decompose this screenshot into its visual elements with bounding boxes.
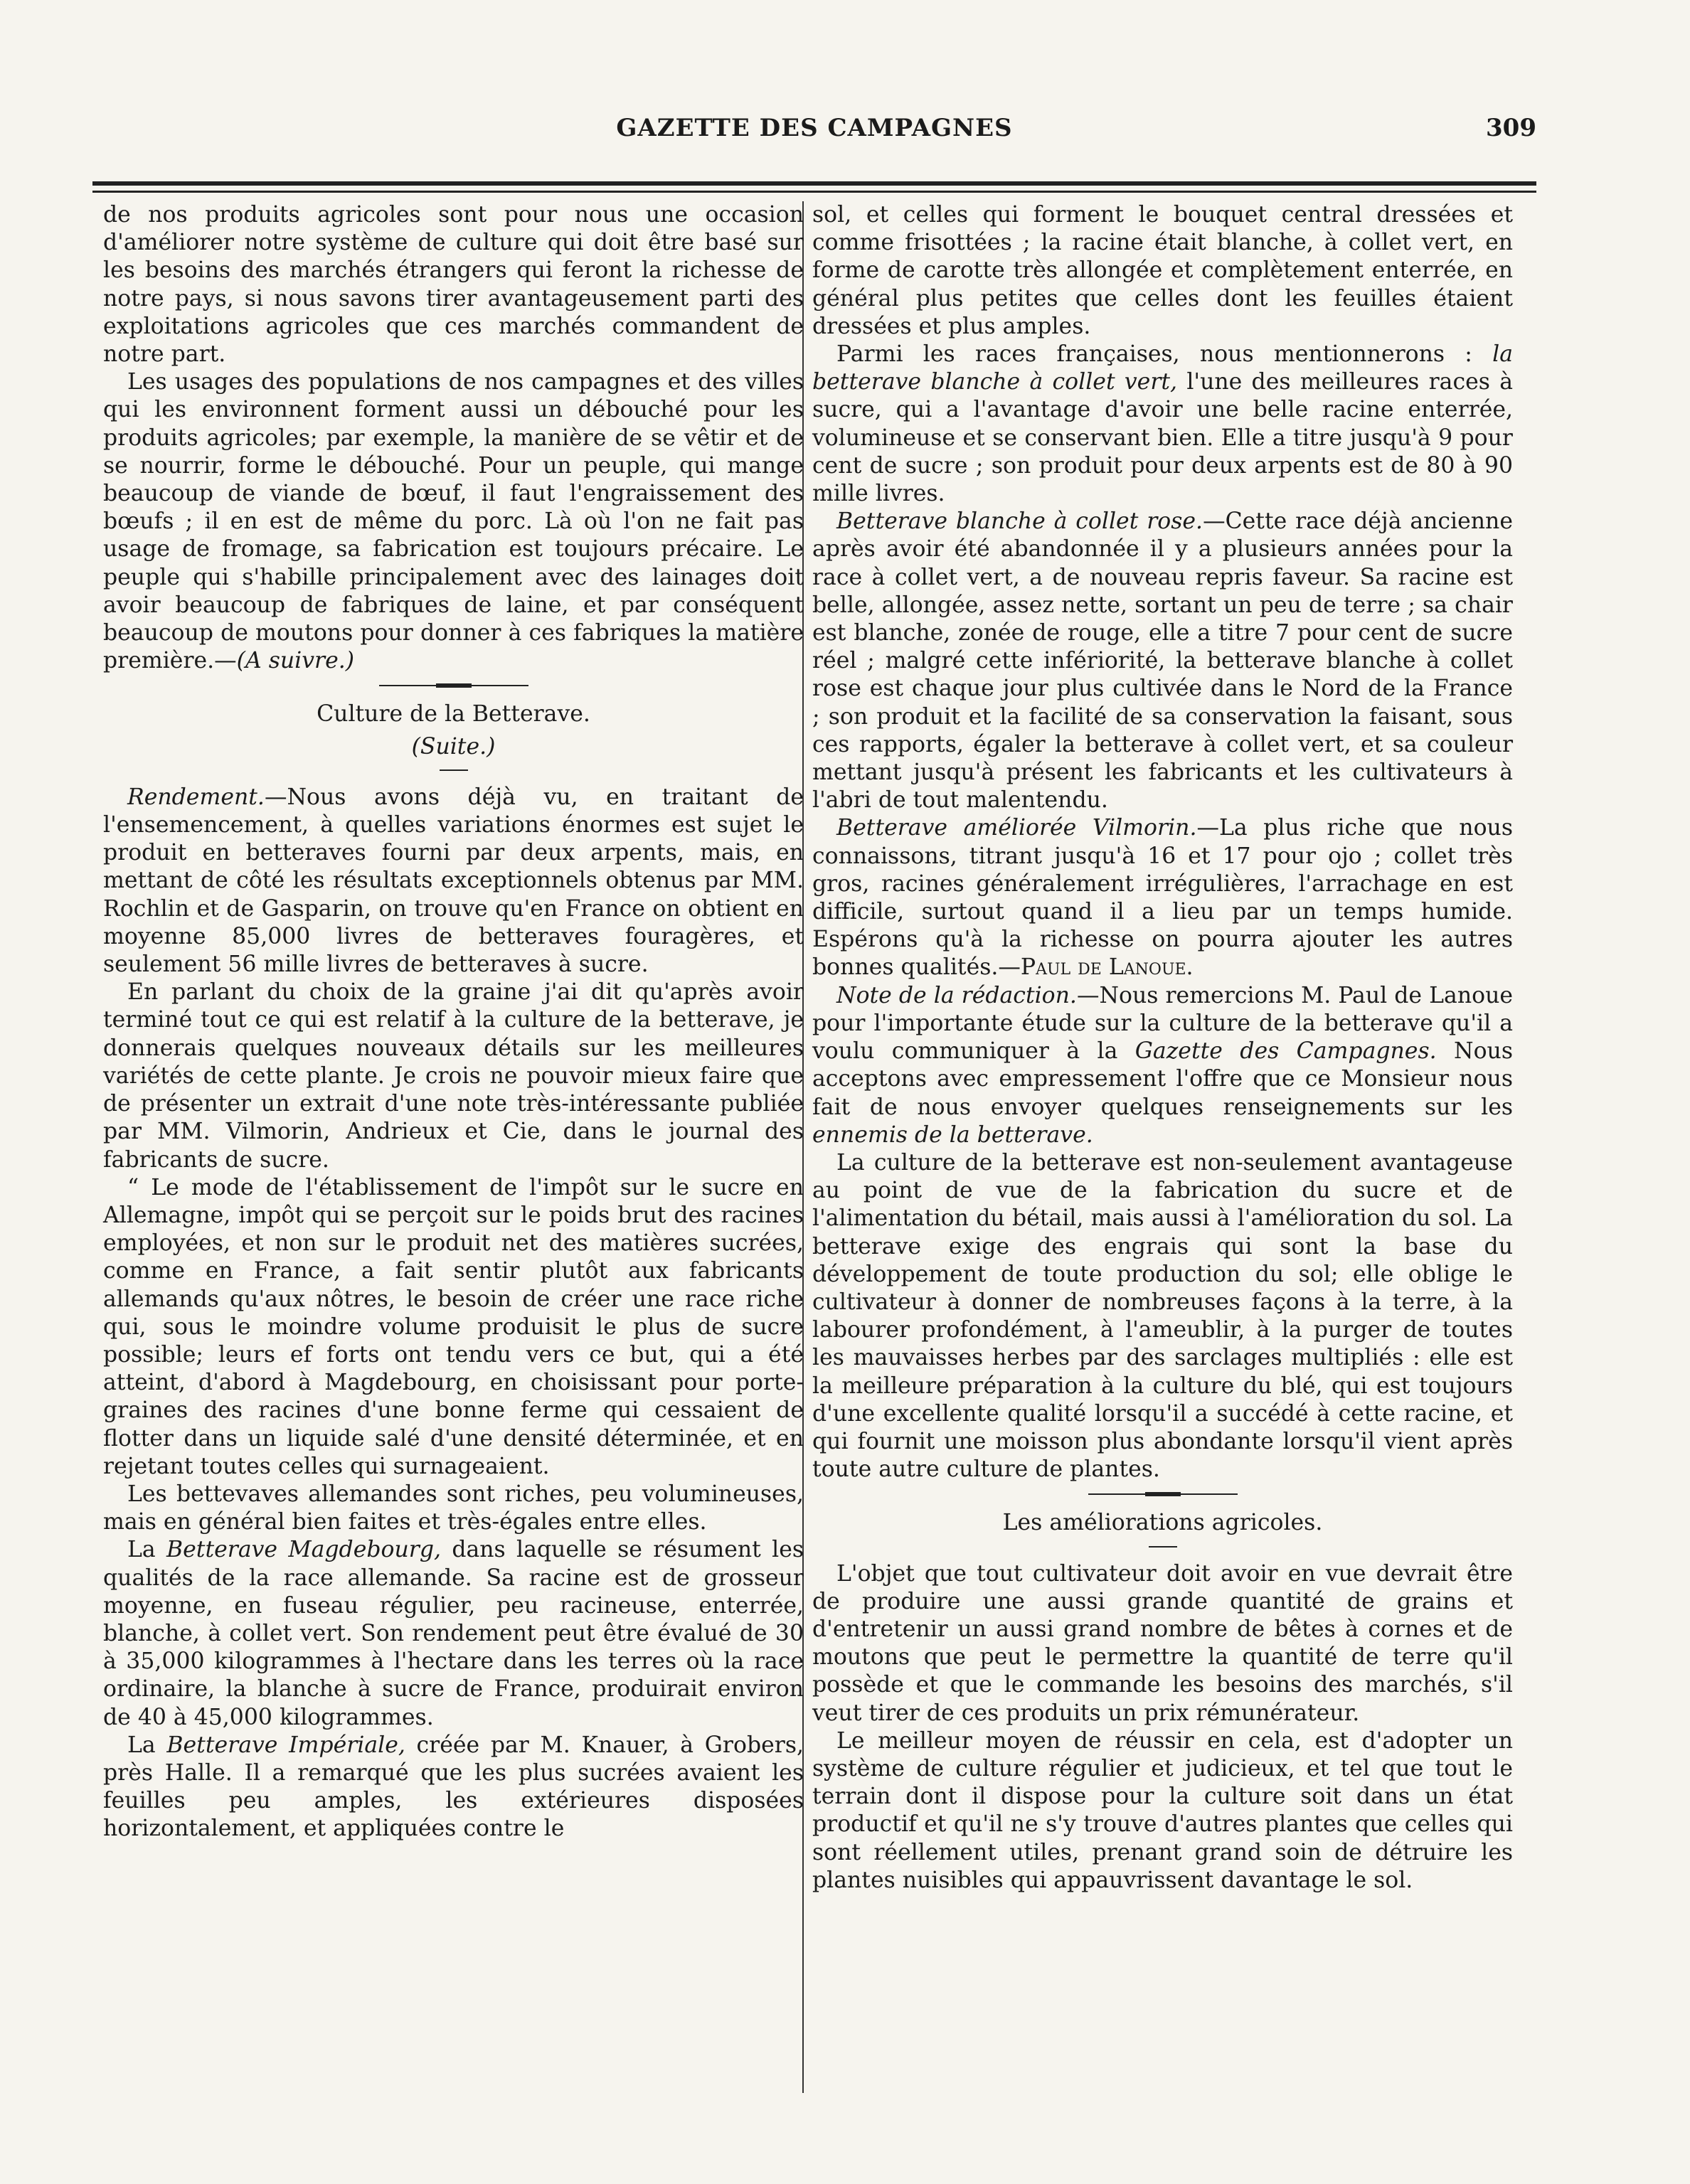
variety-name: Betterave blanche à collet rose. bbox=[836, 508, 1203, 535]
section-title: Les améliorations agricoles. bbox=[1002, 1510, 1323, 1536]
header-rule-thin bbox=[92, 191, 1536, 193]
paragraph: de nos produits agricoles sont pour nous une occasion d'améliorer notre système de culture qui doit être basé sur les besoins des marchés étrangers qui feront la richesse de notre pays, si nous savons tirer avantageusement parti des exploitations agricoles que ces marchés commandent de notre part. bbox=[103, 202, 804, 368]
page-title: GAZETTE DES CAMPAGNES bbox=[616, 114, 1013, 142]
variety-name: Betterave Magdebourg, bbox=[166, 1537, 442, 1563]
paragraph: Betterave améliorée Vilmorin.—La plus riche que nous connaissons, titrant jusqu'à 16 et 17 pour ojo ; collet très gros, racines généralement irrégulières, l'arrachage en est difficile, surtout quand il a lieu par un temps humide. Espérons qu'à la richesse on pourra ajouter les autres bonnes qualités.—Paul de Lanoue. bbox=[812, 815, 1513, 981]
paragraph: sol, et celles qui forment le bouquet central dressées et comme frisottées ; la racine était blanche, à collet vert, en forme de carotte très allongée et complètement enterrée, en général plus petites que celles dont les feuilles étaient dressées et plus amples. bbox=[812, 202, 1513, 339]
paragraph: La Betterave Impériale, créée par M. Knauer, à Grobers, près Halle. Il a remarqué que les plus sucrées avaient les feuilles peu amples, les extérieures disposées horizontalement, et appliquées contre le bbox=[103, 1732, 804, 1842]
paragraph: Parmi les races françaises, nous mentionnerons : la betterave blanche à collet vert, l'une des meilleures races à sucre, qui a l'avantage d'avoir une belle racine enterrée, volumineuse et se conservant bien. Elle a titre jusqu'à 9 pour cent de sucre ; son produit pour deux arpents est de 80 à 90 mille livres. bbox=[812, 341, 1513, 507]
paragraph: La Betterave Magdebourg, dans laquelle se résument les qualités de la race allemande. Sa racine est de grosseur moyenne, en fuseau régulier, peu racineuse, enterrée, blanche, à collet vert. Son rendement peut être évalué de 30 à 35,000 kilogrammes à l'hectare dans les terres où la race ordinaire, la blanche à sucre de France, produirait environ de 40 à 45,000 kilogrammes. bbox=[103, 1537, 804, 1730]
paragraph: L'objet que tout cultivateur doit avoir en vue devrait être de produire une aussi grande quantité de grains et d'entretenir un aussi grand nombre de bêtes à cornes et de moutons que peut le permettre la quantité de terre qu'il possède et que le commande les besoins des marchés, s'il veut tirer de ces produits un prix rémunérateur. bbox=[812, 1560, 1513, 1726]
page-number: 309 bbox=[1486, 114, 1536, 142]
section-ornament bbox=[379, 683, 528, 688]
paragraph: Note de la rédaction.—Nous remercions M. Paul de Lanoue pour l'importante étude sur la culture de la betterave qu'il a voulu communiquer à la Gazette des Campagnes. Nous acceptons avec empressement l'offre que ce Monsieur nous fait de nous envoyer quelques renseignements sur les ennemis de la betterave. bbox=[812, 982, 1513, 1148]
paragraph-lead: Rendement. bbox=[127, 784, 265, 810]
paragraph: Les usages des populations de nos campagnes et des villes qui les environnent forment aussi un débouché pour les produits agricoles; par exemple, la manière de se vêtir et de se nourrir, forme le débouché. Pour un peuple, qui mange beaucoup de viande de bœuf, il faut l'engraissement des bœufs ; il en est de même du porc. Là où l'on ne fait pas usage de fromage, sa fabrication est toujours précaire. Le peuple qui s'habille principalement avec des lainages doit avoir beaucoup de fabriques de laine, et par conséquent beaucoup de moutons pour donner à ces fabriques la matière première.—(A suivre.) bbox=[103, 369, 804, 674]
variety-name: Betterave Impériale, bbox=[166, 1732, 405, 1758]
left-column bbox=[103, 201, 804, 1843]
right-column bbox=[812, 201, 1513, 1895]
paragraph-lead: Note de la rédaction. bbox=[836, 982, 1077, 1008]
header-rule-thick bbox=[92, 181, 1536, 186]
paragraph: Les bettevaves allemandes sont riches, peu volumineuses, mais en général bien faites et très-égales entre elles. bbox=[103, 1481, 804, 1535]
paragraph: Rendement.—Nous avons déjà vu, en traitant de l'ensemencement, à quelles variations énormes est sujet le produit en betteraves fourni par deux arpents, mais, en mettant de côté les résultats exceptionnels obtenus par MM. Rochlin et de Gasparin, on trouve qu'en France on obtient en moyenne 85,000 livres de betteraves fouragères, et seulement 56 mille livres de betteraves à sucre. bbox=[103, 784, 804, 978]
section-dash bbox=[1149, 1546, 1177, 1548]
paragraph: Betterave blanche à collet rose.—Cette race déjà ancienne après avoir été abandonnée il y a plusieurs années pour la race à collet vert, a de nouveau repris faveur. Sa racine est belle, allongée, assez nette, sortant un peu de terre ; sa chair est blanche, zonée de rouge, elle a titre 7 pour cent de sucre réel ; malgré cette infériorité, la betterave blanche à collet rose est chaque jour plus cultivée dans le Nord de la France ; son produit et la facilité de sa conservation la faisant, sous ces rapports, égaler la betterave à collet vert, et sa couleur mettant jusqu'à présent les fabricants et les cultivateurs à l'abri de tout malentendu. bbox=[812, 508, 1513, 814]
to-be-continued: (A suivre.) bbox=[236, 648, 355, 674]
section-ornament bbox=[1088, 1492, 1238, 1496]
paragraph: En parlant du choix de la graine j'ai dit qu'après avoir terminé tout ce qui est relatif à la culture de la betterave, je donnerais quelques nouveaux détails sur les meilleures variétés de cette plante. Je crois ne pouvoir mieux faire que de présenter un extrait d'une note très-intéressante publiée par MM. Vilmorin, Andrieux et Cie, dans le journal des fabricants de sucre. bbox=[103, 979, 804, 1173]
variety-name: la betterave blanche à collet vert, bbox=[812, 341, 1513, 395]
author-signature: Paul de Lanoue. bbox=[1020, 954, 1194, 981]
section-title: Culture de la Betterave. bbox=[317, 701, 590, 728]
section-dash bbox=[440, 769, 468, 771]
paragraph: La culture de la betterave est non-seulement avantageuse au point de vue de la fabrication du sucre et de l'alimentation du bétail, mais aussi à l'amélioration du sol. La betterave exige des engrais qui sont la base du développement de toute production du sol; elle oblige le cultivateur à donner de nombreuses façons à la terre, à la labourer profondément, à l'ameublir, à la purger de toutes les mauvaisses herbes par des sarclages multipliés : elle est la meilleure préparation à la culture du blé, qui est toujours d'une excellente qualité lorsqu'il a succédé à cette racine, et qui fournit une moisson plus abondante lorsqu'il vient après toute autre culture de plantes. bbox=[812, 1149, 1513, 1483]
paragraph: “ Le mode de l'établissement de l'impôt sur le sucre en Allemagne, impôt qui se perçoit sur le poids brut des racines employées, et non sur le produit net des matières sucrées, comme en France, a fait sentir plutôt aux fabricants allemands qu'aux nôtres, le besoin de créer une race riche qui, sous le moindre volume produisit le plus de sucre possible; leurs ef forts ont tendu vers ce but, qui a été atteint, d'abord à Magdebourg, en choisissant pour porte-graines des racines d'une bonne ferme qui cessaient de flotter dans un liquide salé d'une densité déterminée, et en rejetant toutes celles qui surnageaient. bbox=[103, 1174, 804, 1479]
section-subtitle: (Suite.) bbox=[411, 733, 496, 760]
variety-name: Betterave améliorée Vilmorin. bbox=[836, 815, 1197, 841]
page-header bbox=[92, 114, 1536, 156]
paragraph: Le meilleur moyen de réussir en cela, est d'adopter un système de culture régulier et judicieux, et tel que tout le terrain dont il dispose pour la culture soit dans un état productif et qu'il ne s'y trouve d'autres plantes que celles qui sont réellement utiles, prenant grand soin de détruire les plantes nuisibles qui appauvrissent davantage le sol. bbox=[812, 1727, 1513, 1893]
